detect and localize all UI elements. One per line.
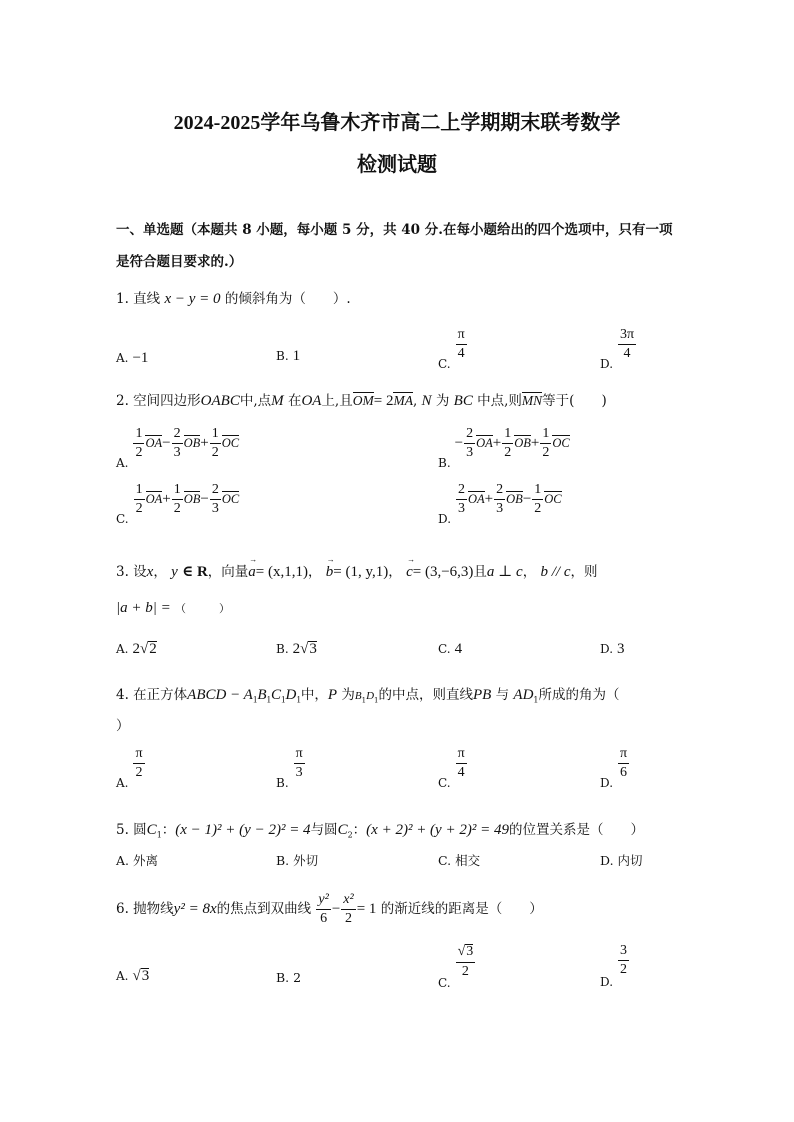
den: 2 <box>620 962 627 977</box>
fraction <box>316 893 330 926</box>
colon: ： <box>161 822 176 838</box>
q2-seg-bc: BC <box>453 393 473 409</box>
num: 2 <box>210 483 221 500</box>
option-label: A. <box>116 456 129 470</box>
value: 3 <box>617 641 625 657</box>
q1-a-value: −1 <box>132 350 149 366</box>
den: 6 <box>620 765 628 780</box>
fraction <box>294 747 305 780</box>
option-label: B. <box>276 776 289 790</box>
den: 3 <box>211 501 219 516</box>
q4-number: 4. 在正方体 <box>116 687 188 703</box>
fraction <box>502 427 513 460</box>
fraction <box>464 427 475 460</box>
fraction <box>618 944 629 977</box>
section-heading-line2: 是符合题目要求的.） <box>116 254 243 270</box>
question-2 <box>116 389 607 410</box>
fraction <box>618 747 629 780</box>
var-y: y <box>171 564 178 580</box>
q2-quad: OABC <box>200 393 240 409</box>
question-5 <box>116 818 644 840</box>
option-label: B. <box>438 456 451 470</box>
option-label: A. <box>116 351 129 365</box>
vector-b-def: → b <box>325 555 335 580</box>
q3-number: 3. 设 <box>116 564 147 580</box>
num: π <box>294 747 305 764</box>
radicand: 3 <box>309 641 317 657</box>
den: 4 <box>457 765 465 780</box>
b-coords: = (1, y,1) <box>333 564 389 580</box>
sub: 1 <box>374 696 379 705</box>
c-coords: = (3,−6,3) <box>412 564 474 580</box>
q5-option-d: D. 内切 <box>600 853 643 868</box>
num: √3 <box>456 944 476 963</box>
text: ，向量 <box>207 564 249 580</box>
den: 2 <box>345 911 352 926</box>
text: 的位置关系是（ ） <box>508 822 644 838</box>
fraction <box>456 944 476 979</box>
fraction <box>210 427 221 460</box>
den: 3 <box>173 445 181 460</box>
op: − <box>331 901 341 917</box>
q1-option-d <box>600 328 637 371</box>
circle-c: C <box>337 822 348 838</box>
op: + <box>530 435 540 451</box>
fraction <box>134 483 145 516</box>
sub: 1 <box>252 694 258 705</box>
option-label: C. <box>438 357 451 371</box>
sub: 1 <box>533 695 539 705</box>
cube: D <box>285 687 297 703</box>
coef: 2 <box>132 641 140 657</box>
vec-oc: OC <box>544 492 562 506</box>
vector-c-def: → c <box>406 555 416 580</box>
fraction <box>133 427 144 460</box>
num: 1 <box>210 427 221 444</box>
q1-b-value: 1 <box>292 348 301 364</box>
q2-option-d <box>438 483 562 526</box>
q6-option-a: A. √3 <box>116 968 150 984</box>
op: − <box>522 491 532 507</box>
q2-vec-ma: MA <box>393 393 413 408</box>
comma: ， <box>522 564 537 580</box>
q3-option-c <box>438 641 462 658</box>
den: 2 <box>534 501 542 516</box>
exam-title-line1: 2024-2025学年乌鲁木齐市高二上学期期末联考数学 <box>173 112 621 134</box>
option-label: C. <box>116 512 129 526</box>
num: 2 <box>494 483 505 500</box>
den: 3 <box>458 501 465 516</box>
q3-option-d <box>600 641 625 658</box>
fraction <box>133 747 144 780</box>
cube: B <box>257 687 267 703</box>
q2-comma: , <box>412 393 418 409</box>
circle-1-eq: (x − 1)² + (y − 2)² = 4 <box>175 822 311 838</box>
vec-oa: OA <box>145 436 163 450</box>
question-3-line2 <box>116 600 230 617</box>
value: 4 <box>454 641 463 657</box>
q6-option-b: B. 2 <box>276 970 302 985</box>
vec-ob: OB <box>183 492 201 506</box>
text: 与圆 <box>310 822 338 838</box>
num: x² <box>341 893 355 910</box>
q1-option-c <box>438 328 468 371</box>
vec-ob: OB <box>514 436 531 450</box>
in-reals: ∈ R <box>182 564 208 580</box>
q1-option-a <box>116 350 148 367</box>
vec-oc: OC <box>221 436 240 450</box>
radicand: 3 <box>141 968 150 984</box>
option-label: C. <box>438 642 451 656</box>
cube: C <box>271 687 282 703</box>
fraction <box>172 427 183 460</box>
line-ad: AD <box>513 687 534 703</box>
text: 的中点，则直线 <box>378 687 473 703</box>
num: 1 <box>172 483 183 500</box>
den: 2 <box>504 445 512 460</box>
q1-option-b <box>276 348 300 365</box>
fraction <box>456 483 467 516</box>
a-coords: = (x,1,1) <box>255 564 308 580</box>
q2-text: 等于( ) <box>542 393 607 409</box>
op: + <box>492 435 502 451</box>
fraction <box>540 427 551 460</box>
num: 2 <box>172 427 183 444</box>
comma: ， <box>308 564 322 580</box>
sub: 1 <box>266 694 272 705</box>
eq: = 1 <box>356 901 377 917</box>
den: 2 <box>542 445 550 460</box>
q4-option-b <box>276 747 306 790</box>
comma: ， <box>388 564 402 580</box>
seg: D <box>366 690 375 702</box>
q6-number: 6. 抛物线 <box>116 901 174 917</box>
question-1 <box>116 287 351 308</box>
q2-seg-oa: OA <box>301 393 322 409</box>
num: 1 <box>532 483 543 500</box>
circle-c: C <box>146 822 157 838</box>
option-label: C. <box>438 975 451 990</box>
q5-option-a: A. 外离 <box>116 853 158 868</box>
fraction <box>456 747 467 780</box>
radicand: 2 <box>149 641 157 657</box>
sub: 1 <box>361 696 367 705</box>
q2-option-a <box>116 427 239 470</box>
vec-ob: OB <box>506 492 523 506</box>
q6-option-d <box>600 944 630 989</box>
option-label: A. <box>116 642 129 656</box>
den: 2 <box>135 445 143 460</box>
var-b: b <box>325 564 334 580</box>
q2-text: 中,点 <box>239 393 272 409</box>
colon: ： <box>352 822 367 838</box>
option-label: C. <box>438 776 451 790</box>
text: 中， <box>300 687 328 703</box>
num: 1 <box>502 427 513 444</box>
perp-condition: a ⊥ c <box>486 564 523 580</box>
q2-option-b <box>438 427 570 470</box>
op: − <box>454 435 464 451</box>
text: 所成的角为（ <box>538 687 620 703</box>
q2-point-n: N <box>421 393 432 409</box>
parallel-condition: b // c <box>540 564 571 580</box>
num: 2 <box>456 483 467 500</box>
answer-blank: （ ） <box>175 602 231 615</box>
num: π <box>133 747 144 764</box>
var-a: a <box>248 564 256 580</box>
q1-d-fraction: $\frac{3\pi}{4}$ <box>620 327 635 361</box>
num: 3 <box>618 944 629 961</box>
den: 3 <box>466 445 474 460</box>
exam-title-line2: 检测试题 <box>357 154 437 176</box>
q2-number: 2. 空间四边形 <box>116 393 201 409</box>
q2-option-c <box>116 483 239 526</box>
q1-expression: x − y = 0 <box>164 291 221 307</box>
num: π <box>618 747 629 764</box>
comma: ， <box>153 564 167 580</box>
num: 2 <box>464 427 475 444</box>
q2-text: 为 <box>435 393 450 409</box>
fraction <box>494 483 505 516</box>
q2-vec-mn: MN <box>521 393 543 408</box>
circle-2-eq: (x + 2)² + (y + 2)² = 49 <box>366 822 509 838</box>
question-4-line2: ） <box>116 718 130 734</box>
q2-text: 中点,则 <box>477 393 522 409</box>
num: π <box>456 747 467 764</box>
q2-point-m: M <box>271 393 284 409</box>
fraction <box>532 483 543 516</box>
text: ，则 <box>570 564 598 580</box>
var-x: x <box>146 564 154 580</box>
question-6 <box>116 893 543 926</box>
vector-a-def: → a <box>248 555 258 580</box>
q1-c-fraction: $\frac{\pi}{4}$ <box>457 327 465 361</box>
coef: 2 <box>292 641 301 657</box>
q3-option-b: B. 2√3 <box>276 641 317 657</box>
option-label: D. <box>438 512 452 526</box>
vec-oa: OA <box>476 436 493 450</box>
q6-option-c <box>438 944 476 990</box>
fraction <box>172 483 183 516</box>
fraction <box>341 893 355 926</box>
vec-oc: OC <box>552 436 570 450</box>
text: 的渐近线的距离是（ ） <box>380 901 543 917</box>
sub: 2 <box>347 830 353 840</box>
abs-expr: |a + b| = <box>116 600 171 616</box>
den: 6 <box>320 911 328 926</box>
vec-oa: OA <box>145 492 163 506</box>
q2-vec-om: OM <box>352 393 374 408</box>
point-p: P <box>327 687 338 703</box>
question-3 <box>116 555 598 581</box>
sub: 1 <box>156 830 162 840</box>
question-4 <box>116 683 620 705</box>
q2-text: 在 <box>287 393 302 409</box>
q1-text: 的倾斜角为（ ）. <box>224 291 351 307</box>
op: + <box>200 435 209 451</box>
q5-option-b: B. 外切 <box>276 853 319 868</box>
den: 2 <box>461 963 469 979</box>
seg: B <box>354 690 362 702</box>
section-heading-line1: 一、单选题（本题共 8 小题，每小题 5 分，共 40 分.在每小题给出的四个选项中，只有一项 <box>116 222 673 238</box>
den: 2 <box>173 501 181 516</box>
den: 3 <box>295 765 303 780</box>
parabola-eq: y² = 8x <box>173 901 217 917</box>
q2-text: 上,且 <box>321 393 353 409</box>
vec-ob: OB <box>183 436 201 450</box>
sub: 1 <box>281 694 286 705</box>
op: + <box>484 491 494 507</box>
cube: ABCD − A <box>187 687 253 703</box>
op: − <box>200 491 209 507</box>
option-label: B. <box>276 642 289 656</box>
fraction <box>210 483 221 516</box>
text: 的焦点到双曲线 <box>216 901 312 917</box>
option-label: A. <box>116 969 129 983</box>
text: 为 <box>341 687 355 703</box>
q1-number: 1. 直线 <box>116 291 161 307</box>
num: 1 <box>133 427 144 444</box>
radicand: 3 <box>466 944 474 959</box>
op: − <box>162 435 171 451</box>
var-c: c <box>406 564 413 580</box>
line-pb: PB <box>472 687 492 703</box>
q4-option-a <box>116 747 146 790</box>
q2-eq: = 2 <box>373 393 394 409</box>
vec-oc: OC <box>221 492 240 506</box>
q4-option-d <box>600 747 630 790</box>
sub: 1 <box>296 694 301 705</box>
q3-option-a: A. 2√2 <box>116 641 157 657</box>
vec-oa: OA <box>468 492 485 506</box>
q5-number: 5. 圆 <box>116 822 147 838</box>
den: 2 <box>135 765 143 780</box>
text: 与 <box>495 687 510 703</box>
option-label: D. <box>600 642 614 656</box>
option-label: D. <box>600 776 614 790</box>
q5-option-c: C. 相交 <box>438 853 481 868</box>
option-label: A. <box>116 776 129 790</box>
op: + <box>162 491 171 507</box>
q4-option-c <box>438 747 468 790</box>
option-label: B. <box>276 349 289 363</box>
den: 3 <box>496 501 504 516</box>
text: 且 <box>473 564 487 580</box>
den: 2 <box>135 501 143 516</box>
option-label: D. <box>600 975 614 989</box>
num: 1 <box>134 483 145 500</box>
num: y² <box>316 893 330 910</box>
option-label: D. <box>600 357 614 371</box>
num: 1 <box>540 427 551 444</box>
den: 2 <box>211 445 219 460</box>
